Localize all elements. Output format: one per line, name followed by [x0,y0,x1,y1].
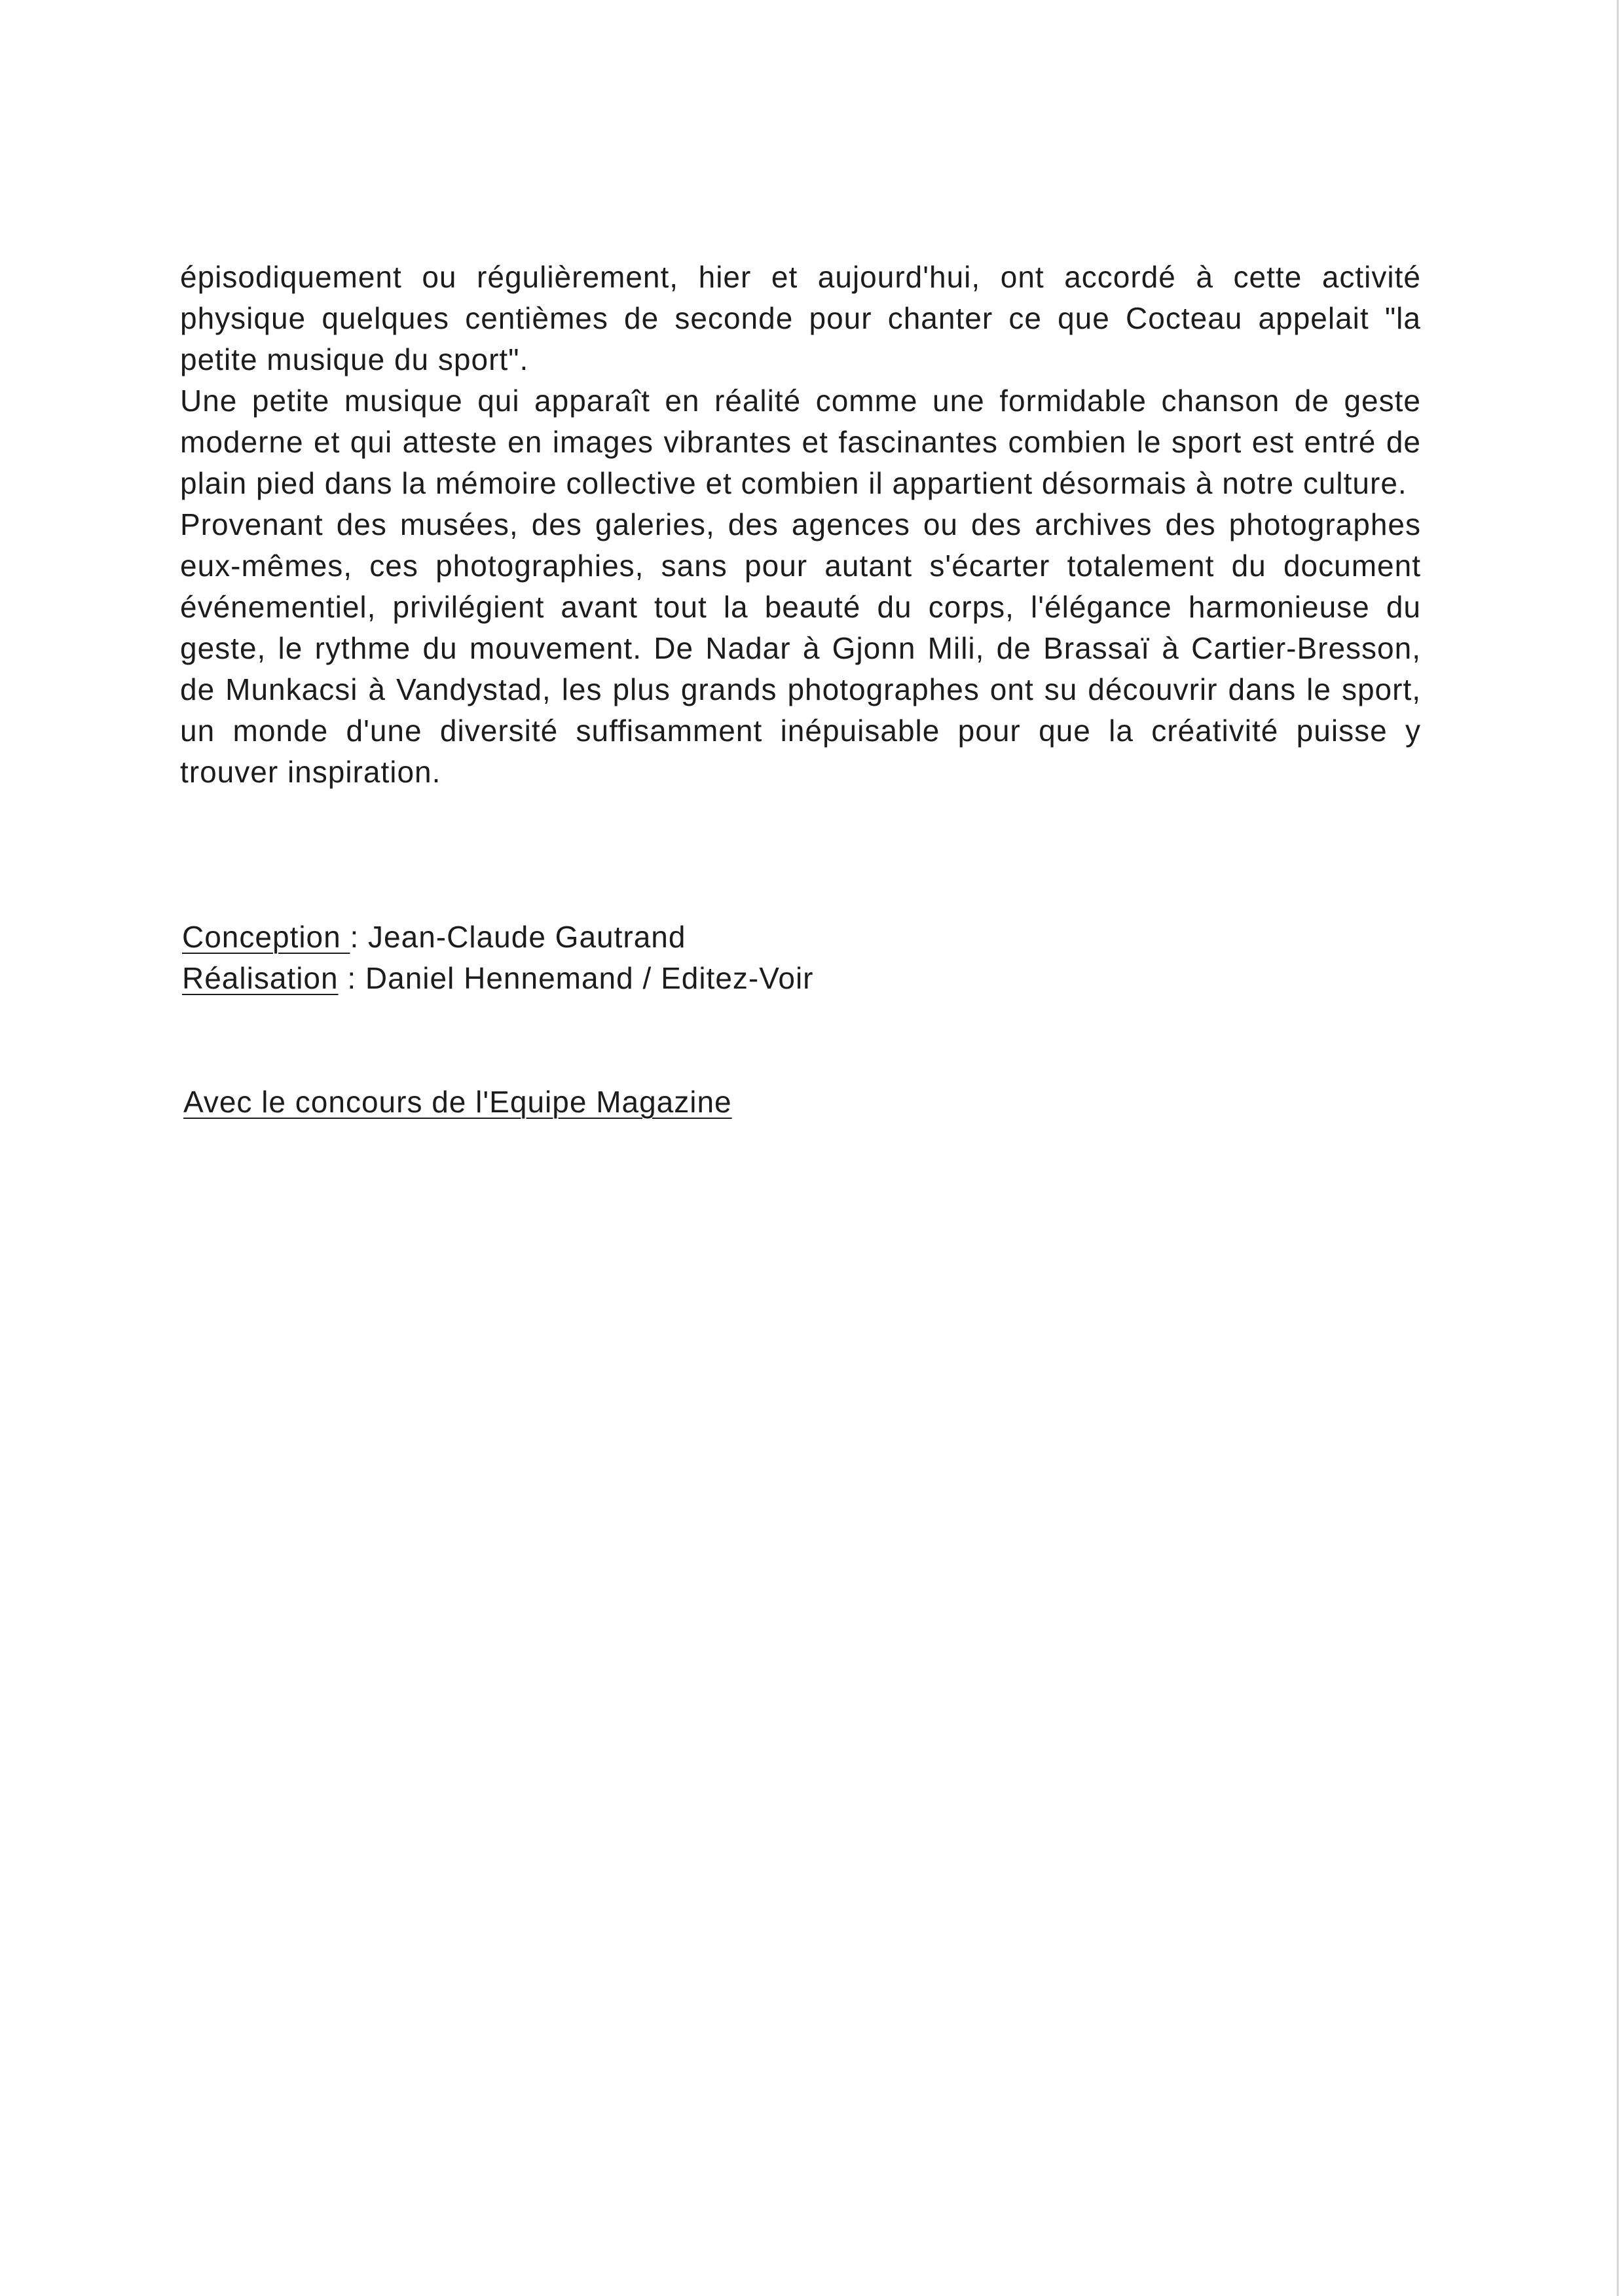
realisation-value: : Daniel Hennemand / Editez-Voir [338,961,814,995]
paragraph-1: épisodiquement ou régulièrement, hier et aujourd'hui, ont accordé à cette activité physique quelques centièmes de seconde pour chanter ce que Cocteau appelait "la petite musique du sport". [180,260,1421,376]
sponsor-line: Avec le concours de l'Equipe Magazine [183,1085,732,1119]
credits [182,917,814,999]
conception-label: Conception [182,920,350,954]
realisation-label: Réalisation [182,961,339,995]
conception-value: : Jean-Claude Gautrand [350,920,686,954]
paragraph-3: Provenant des musées, des galeries, des agences ou des archives des photographes eux-mêmes, ces photographies, sans pour autant s'écarter totalement du document événementiel, privilégient avant tout la beauté du corps, l'élégance harmonieuse du geste, le rythme du mouvement. De Nadar à Gjonn Mili, de Brassaï à Cartier-Bresson, de Munkacsi à Vandystad, les plus grands photographes ont su découvrir dans le sport, un monde d'une diversité suffisamment inépuisable pour que la créativité puisse y trouver inspiration. [180,507,1421,789]
body-text [180,257,1421,793]
paragraph-2: Une petite musique qui apparaît en réalité comme une formidable chanson de geste moderne et qui atteste en images vibrantes et fascinantes combien le sport est entré de plain pied dans la mémoire collective et combien il appartient désormais à notre culture. [180,384,1421,500]
page-edge [1617,0,1619,2296]
credit-conception [182,917,814,958]
credit-realisation [182,958,814,999]
